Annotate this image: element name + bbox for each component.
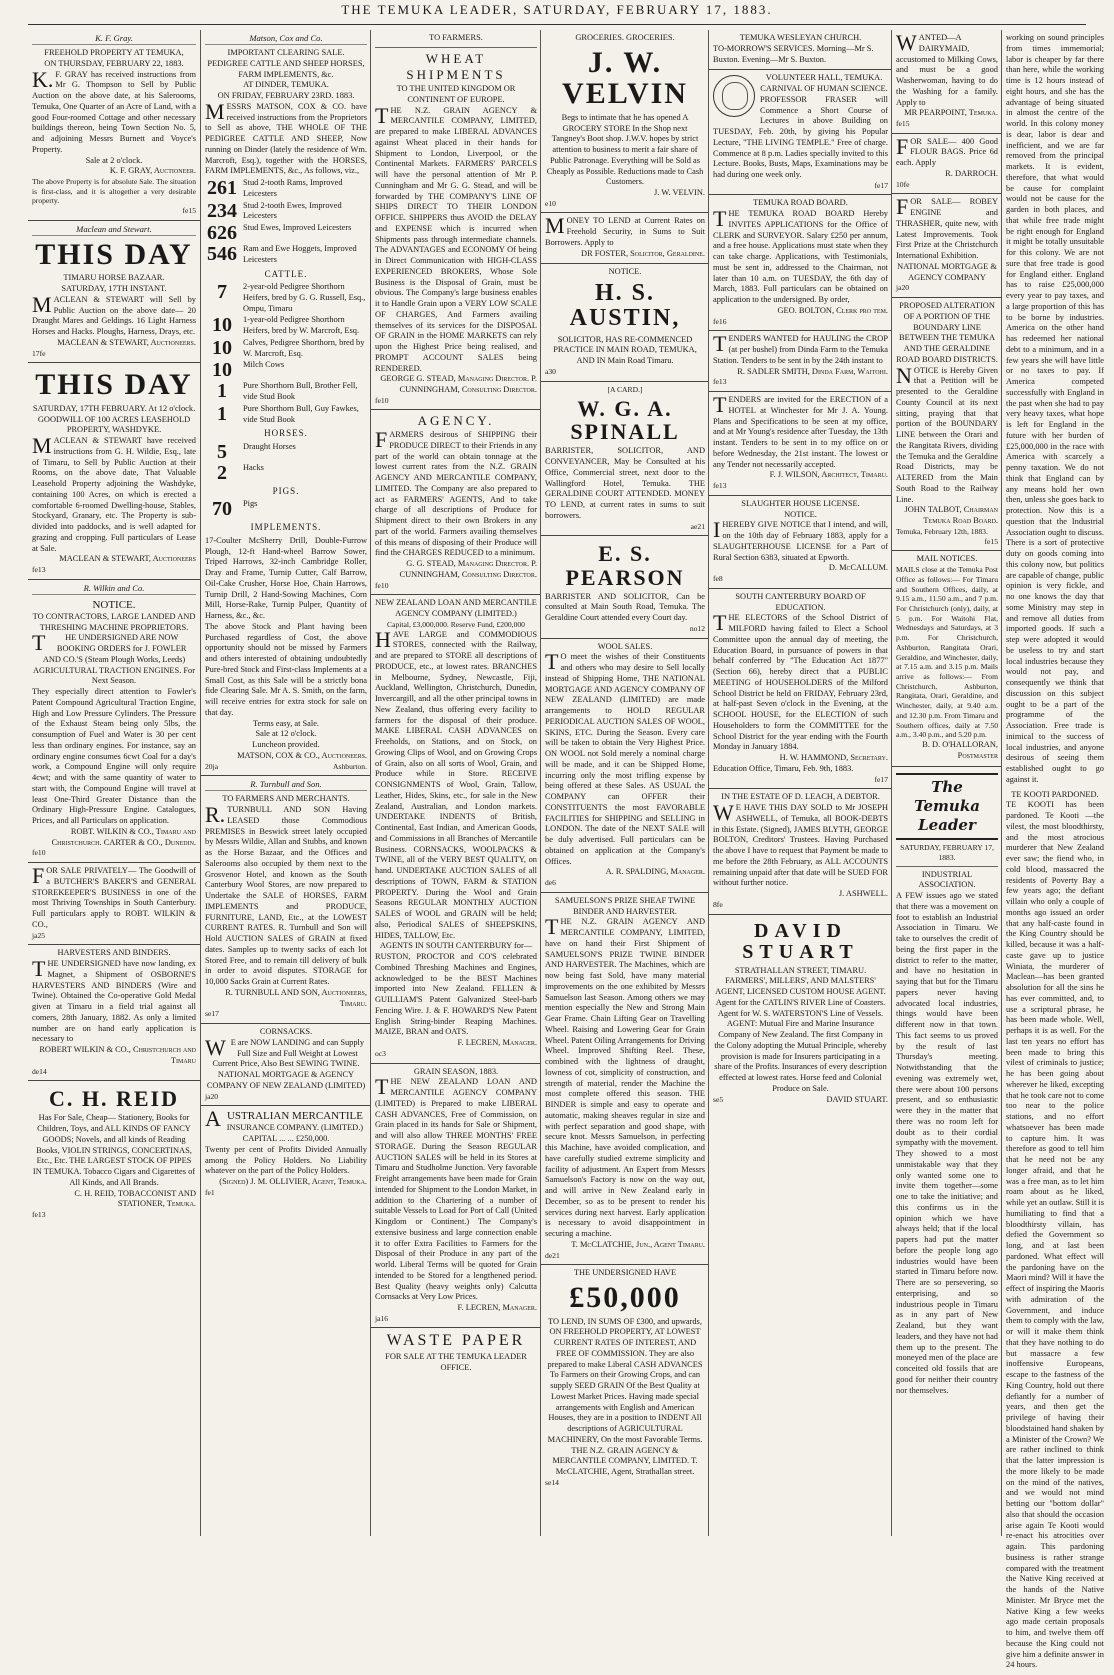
ad-ch-reid bbox=[28, 1081, 200, 1224]
ad-big-title: H. S. AUSTIN, bbox=[569, 280, 681, 332]
ad-big-title: THIS DAY bbox=[35, 368, 193, 402]
ad-body: FARMERS desirous of SHIPPING their PRODUCE DIRECT to their Friends in any part of the world can obtain tonnage at the lowest current rates from the N.Z. GRAIN AGENCY AND MERCANTILE COMPANY, LIMITED. The Company are also prepared to act as FARMERS' AGENTS, And to take charge of all descriptions of Produce for Shipment direct to their own Brokers in any part of the world. Farmers availing themselves of this means of disposing of their Produce will find the CHARGES REDUCED to a minimum. bbox=[375, 427, 537, 558]
ad-header: Maclean and Stewart. bbox=[32, 224, 196, 236]
ad-signature: MACLEAN & STEWART, Auctioneers. bbox=[57, 337, 196, 347]
ad-ref: 8fe bbox=[713, 899, 723, 909]
ad-signature: R. DARROCH. bbox=[945, 168, 998, 178]
ad-body: MACLEAN & STEWART will Sell by Public Auction on the above date— 20 Draught Mares and Geldings. 16 Light Harness Horses and Hacks. Ploughs, Harness, Drays, etc. bbox=[32, 291, 196, 337]
ad-ref: fe8 bbox=[713, 574, 723, 584]
ad-subtitle: CARNIVAL OF HUMAN SCIENCE. bbox=[760, 84, 888, 93]
ad-signature: NATIONAL MORTGAGE & AGENCY COMPANY OF NEW ZEALAND (LIMITED) bbox=[206, 1070, 366, 1090]
column-7 bbox=[1001, 30, 1108, 1670]
ad-signature: F. LECREN, Manager. bbox=[457, 1303, 537, 1312]
ad-ref: se17 bbox=[205, 1009, 219, 1019]
ad-body: NOTICE is Hereby Given that a Petition will be presented to the Geraldine County Council at its next sitting, praying that that portion of the BOUNDARY LINE between the Orari and the Rangitata Rivers, dividing the Temuka and the Geraldine Road Districts, may be ALTERED from the Main South Road to the Railway Line. bbox=[896, 362, 998, 504]
ad-dairymaid bbox=[892, 30, 1002, 134]
ad-signature: A. R. SPALDING, Manager. bbox=[605, 867, 705, 877]
ad-david-stuart bbox=[709, 915, 892, 1110]
ad-title: GOODWILL OF 100 ACRES LEASEHOLD PROPERTY, WASHDYKE. bbox=[37, 414, 191, 435]
lot-quantity: 546 bbox=[207, 243, 237, 265]
ad-notice: NOTICE. bbox=[784, 509, 817, 519]
ad-nz-loan bbox=[371, 595, 541, 1063]
lot-description: Pure Shorthorn Bull, Guy Fawkes, vide Stud Book bbox=[243, 403, 359, 424]
ad-title: WOOL SALES. bbox=[597, 641, 653, 651]
ad-title: CORNSACKS. bbox=[259, 1027, 313, 1036]
ad-header: K. F. Gray. bbox=[32, 33, 196, 45]
ad-big-title: J. W. VELVIN bbox=[562, 45, 688, 111]
ad-signature: MACLEAN & STEWART, Auctioneers bbox=[59, 554, 196, 564]
ad-hotel-tenders bbox=[709, 392, 892, 496]
ad-body: PROFESSOR FRASER will Commence a Short Course of Lectures in above Building on TUESDAY, Feb. 20th, by giving his Popular Lecture, "THE LIVING TEMPLE." Free of charge. Commence at 8 p.m. Ladies specially invited to this Lecture. Books, Busts, Maps, Examinations may be had during one week only. bbox=[713, 94, 888, 179]
ad-cornsacks bbox=[201, 1024, 371, 1106]
ad-body: FOR SALE— ROBEY ENGINE and THRASHER, quite new, with Latest Improvements. Took First Prize at the Christchurch International Exhibition. bbox=[896, 194, 998, 261]
ad-samuelson bbox=[541, 893, 709, 1265]
ad-matson-clearing bbox=[201, 30, 371, 776]
ad-body: TO meet the wishes of their Constituents and others who may desire to Sell locally instead of Shipping Home, THE NATIONAL MORTGAGE AND AGENCY COMPANY OF NEW ZEALAND (LIMITED) are made arrangements to HOLD REGULAR PERIODICAL AUCTION SALES OF WOOL, SKINS, ETC. During the Season. Every care will be taken to obtain the Very Highest Price. ON WOOL not Sold merely a nominal charge will be made, and it can be Shipped Home, incurring only the most trifling expense by being offered at these Sales. AS USUAL the COMPANY can OFFER their CONSTITUENTS the most FAVORABLE FACILITIES for SHIPPING and SELLING in LONDON. The date of the NEXT SALE will be duly advertised. Full particulars can be obtained on application at the Company's Offices. bbox=[545, 649, 705, 866]
ad-signature: ROBERT WILKIN & CO., Christchurch and Timaru bbox=[39, 1045, 196, 1065]
ad-signature: C. H. REID, TOBACCONIST AND STATIONER, Temuka. bbox=[74, 1188, 196, 1209]
lot-quantity: 261 bbox=[207, 177, 237, 199]
ad-ref: ja20 bbox=[896, 283, 910, 293]
ad-body: BARRISTER, SOLICITOR, AND CONVEYANCER, May be Consulted at his Office, Commercial street, next door to the Wallingford Hotel, Temuka. THE GERALDINE COURT ATTENDED. MONEY TO LEND, at current rates in sums to suit borrowers. bbox=[545, 446, 705, 520]
ad-body: THE N.Z. GRAIN AGENCY AND MERCANTILE COMPANY, LIMITED, have on hand their First Shipment of SAMUELSON'S PRIZE TWINE BINDER AND HARVESTER. The Machines, which are now being fast Sold, have many material improvements on the one exhibited by Messrs Samuelson last Season. Among others we may mention especially the New and Strong Main Gear Frame. Chain Lifting Gear on Travelling Wheel. Raising and Lowering Gear for Grain Wheel. Patent Oiling Arrangements for Driving Wheel. Improved Shifting Reel. These, combined with the lightness of draught, lowness of cot, simplicity of construction, and strength of material, render the Machine the most complete offered this season. THE BINDER is simple and easy to operate and automatic, making sheaves regular in size and with perfect separation and good shape, with secure knot. Messrs Samuelson, in perfecting this Machine, have avoided complication, and have carefully studied extreme simplicity and facility of adjustment. An Expert from Messrs Samuelson's Factory is now on the way out, and will arrive in New Zealand early in December, so as to be present to render his services during next harvest. Early application is necessary to avoid disappointment in securing a machine. bbox=[545, 914, 705, 1239]
ad-body: FOR SALE PRIVATELY— The Goodwill of a BUTCHER'S BAKER'S and GENERAL STOREKEEPER'S BUSINESS in one of the most Thriving Townships in South Canterbury. Full particulars apply to ROBT. WILKIN & CO., bbox=[32, 863, 196, 929]
lot-list-horses bbox=[205, 442, 367, 483]
ad-footer-row bbox=[713, 1095, 888, 1106]
ad-signature: GEORGE G. STEAD, Managing Director. P. CUNNINGHAM, Consulting Director. bbox=[380, 374, 537, 394]
ad-big-title: £50,000 bbox=[569, 1281, 681, 1315]
ad-ref: de6 bbox=[545, 878, 556, 888]
divider bbox=[896, 866, 998, 867]
lot-description: Calves, Pedigree Shorthorn, bred by W. Marcroft, Esq. bbox=[243, 337, 365, 358]
ad-body: FOR SALE— 400 Good FLOUR BAGS. Price 6d each. Apply bbox=[896, 133, 998, 168]
ad-ref: fe17 bbox=[874, 180, 888, 190]
ad-pearson bbox=[541, 536, 709, 638]
ad-signature: D. McCALLUM. bbox=[828, 563, 888, 573]
ad-footnote: The above Property is for absolute Sale. The situation is first-class, and it is altogether a very desirable property. bbox=[32, 177, 196, 206]
ad-title: TO CONTRACTORS, LARGE LANDED AND THRESHING MACHINE PROPRIETORS. bbox=[32, 611, 196, 632]
ad-signature: B. D. O'HALLORAN, Postmaster bbox=[922, 740, 998, 760]
ad-slaughter-house bbox=[709, 496, 892, 589]
ad-ref: se5 bbox=[713, 1094, 724, 1104]
ad-ref: fe13 bbox=[713, 481, 727, 491]
ad-header: R. Turnbull and Son. bbox=[205, 779, 367, 791]
ad-ref: fe10 bbox=[375, 395, 389, 405]
ad-robey-engine bbox=[892, 194, 1002, 298]
ad-big-title: C. H. REID bbox=[48, 1086, 179, 1112]
ad-ref: a30 bbox=[545, 366, 556, 376]
lot-quantity: 626 bbox=[207, 222, 237, 244]
lot-row bbox=[205, 499, 367, 519]
lot-quantity: 1 bbox=[217, 402, 227, 425]
lot-quantity: 2 bbox=[217, 461, 227, 484]
ad-austin bbox=[541, 264, 709, 381]
ad-date: SATURDAY, 17TH INSTANT. bbox=[61, 284, 167, 294]
ad-harvesters bbox=[28, 945, 200, 1081]
lot-list-sheep bbox=[205, 178, 367, 266]
lot-description: Ram and Ewe Hoggets, Improved Leicesters bbox=[243, 244, 357, 264]
ad-ref-place: Ashburton. bbox=[333, 761, 367, 771]
ad-body: MONEY TO LEND at Current Rates on Freehold Security, in Sums to Suit Borrowers. Apply to bbox=[545, 213, 705, 247]
lot-row bbox=[205, 442, 367, 462]
ad-body: THE UNDERSIGNED ARE NOW BOOKING ORDERS for J. FOWLER AND CO.'S (Steam Plough Works, Leeds) AGRICULTURAL TRACTION ENGINES. For Next Season. bbox=[32, 630, 196, 686]
ad-body: HAVE LARGE and COMMODIOUS STORES, connected with the Railway, and are prepared to STORE all descriptions of PRODUCE, etc., at lowest rates. BRANCHES in Melbourne, Sydney, Newcastle, Fiji, Auckland, Wellington, Christchurch, Dunedin, Invercargill, and all the other principal towns in New Zealand, thus offering every facility to farmers for the disposal of their produce. MAKE LIBERAL CASH ADVANCES on Freeholds, on Stations, and on Stock, on Growing Clips of Wool, and on Growing Crops of Grain, also on all sorts of Wool, Grain, and Produce while in Store. RECEIVE CONSIGNMENTS of Wool, Grain, Tallow, Leather, Hides, Skins, etc., for sale in the New Zealand, Australian, and London markets. UNDERTAKE INDENTS of British, Continental, East Indian, and American Goods, and Commissions in all Branches of Mercantile Business. CORNSACKS, WOOLPACKS & TWINE, all of the VERY BEST QUALITY, on hand. UNDERTAKE AUCTION SALES of all descriptions of TOWN, FARM & STATION PROPERTY. During the Wool and Grain Seasons REGULAR MONTHLY AUCTION SALES of WOOL and GRAIN will be held; also, Periodical SALES of SHEEPSKINS, HIDES, TALLOW, Etc. bbox=[375, 626, 537, 940]
lot-description: Pure Shorthorn Bull, Brother Fell, vide Stud Book bbox=[243, 381, 358, 402]
column-1 bbox=[28, 30, 200, 1536]
ad-body: THE UNDERSIGNED have now landing, ex Magnet, a Shipment of OSBORNE'S HARVESTERS AND BINDERS (Wire and Twine). Obtained the Co-operative Gold Medal given at Timaru in a field trial against all comers, 28th January, 1882. As only a limited number are on hand early application is necessary to bbox=[32, 956, 196, 1044]
ad-signature: ROBT. WILKIN & CO., Timaru and Christchurch. CARTER & CO., Dunedin. bbox=[51, 826, 196, 847]
ad-waste-paper bbox=[371, 1328, 541, 1377]
ad-wheat-shipments bbox=[371, 30, 541, 410]
ad-body: THE N.Z. GRAIN AGENCY & MERCANTILE COMPANY, LIMITED, are prepared to make LIBERAL ADVANCES against Wheat placed in their hands for Shipment to London, Liverpool, or the Continental Markets. FARMERS' PARCELS will have the personal attention of Mr P. Cunningham and Mr G. G. Stead, and will be forwarded by THE COMPANY'S LINE OF SHIPS DIRECT TO THEIR LONDON OFFICE. SHIPPERS thus AVOID the DELAY and EXPENSE which is incurred when Shipments pass through intermediate channels. The ADVANTAGES and ECONOMY Of being in Direct Communication with HIGH-CLASS EXPERIENCED BROKERS, Whose Sole Business is the Disposal of Grain, must be obvious. The Company's large business enables it to Handle Grain upon a VERY LOW SCALE OF CHARGES, And Farmers availing themselves of its services for the DISPOSAL OF GRAIN in the HOME MARKETS can rely upon the Highest Price being realised, and PROMPT ACCOUNT SALES being RENDERED. bbox=[375, 102, 537, 373]
ad-card: [A CARD.] bbox=[607, 384, 643, 394]
ad-body: R.TURNBULL AND SON Having LEASED those Commodious PREMISES in Beswick street lately occupied by Messrs Wildie, Allan and Stubbs, and known as the Horse Bazaar, and the Offices and Salerooms also occupied by them next to the Grosvenor Hotel, and known as the South Canterbury Wool Stores, are now prepared to Undertake the SALE of HORSES, FARM IMPLEMENTS and PRODUCE, FURNITURE, LAND, Etc., at the LOWEST CURRENT RATES. R. Turnbull and Son will Hold AUCTION SALES of GRAIN at fixed dates. Samples up to twenty sacks of each lot Stored Free, and to remain till delivery of bulk in order to avoid disputes. STORAGE for 10,000 Sacks Grain at Current Rates. bbox=[205, 802, 367, 987]
ad-subtitle: TO THE UNITED KINGDOM OR CONTINENT OF EUROPE. bbox=[396, 84, 516, 104]
ad-body: Begs to intimate that he has opened A GROCERY STORE In the Shop next Tangney's Boot shop. J.W.V. hopes by strict attention to business to merit a fair share of Public Patronage. Everything will be Sold as Cheaply as Possible. Reductions made to Cash Customers. bbox=[546, 112, 704, 187]
ad-signature: DR FOSTER, Solicitor, Geraldine. bbox=[581, 248, 705, 258]
ad-signature: JOHN TALBOT, Chairman Temuka Road Board. bbox=[904, 505, 998, 526]
ad-body: BARRISTER AND SOLICITOR, Can be consulted at Main South Road, Temuka. The Geraldine Court attended every Court day. bbox=[545, 591, 705, 623]
lot-row bbox=[205, 463, 367, 483]
article-title: TE KOOTI PARDONED. bbox=[1011, 789, 1099, 799]
lot-description: 2-year-old Pedigree Shorthorn Heifers, bred by G. G. Russell, Esq., Ompu, Timaru bbox=[243, 282, 366, 313]
ad-body-2: RUSTON, PROCTOR and CO'S celebrated Combined Threshing Machines and Engines, acknowledged to be the BEST Machines imported into New Zealand. FELLEN & GUILLIAM'S Patent Galvanized Steel-barb Fencing Wire. J. & F. HOWARD'S New Patent English String-binder Reaping Machines. MAIZE, BRAN and OATS. bbox=[375, 952, 537, 1037]
ad-big-title: W. G. A. SPINALL bbox=[570, 396, 680, 445]
ad-ref: fe10 bbox=[375, 580, 389, 590]
ad-terms: Terms easy, at Sale. bbox=[252, 718, 320, 728]
column-6 bbox=[891, 30, 1002, 1536]
ad-title: SAMUELSON'S PRIZE SHEAF TWINE BINDER AND HARVESTER. bbox=[554, 895, 696, 916]
lot-row bbox=[205, 244, 367, 266]
ad-body: THE NEW ZEALAND LOAN AND MERCANTILE AGENCY COMPANY (LIMITED) is Prepared to make LIBERAL CASH ADVANCES, Free of Commission, on Grain placed in its hands for Sale or Shipment, and will also allow THREE MONTHS' FREE STORAGE. During the Season REGULAR AUCTION SALES will be held in its Stores at Timaru and Studholme Junction. Very favorable Freight arrangements have been made for Grain intended for Shipment to the London Market, in addition to the Chartering of a number of suitable Vessels to Load for Port of Call (United Kingdom or Continent.) The Company's extensive business and large connection enable it to offer Extra Facilities to Farmers for the Disposal of their Produce in any part of the world. Liberal Terms will be quoted for Grain intended to be Stored for a lengthened period. Best Quality (heavy weights only) Calcutta Cornsacks at Very Low Prices. bbox=[375, 1074, 537, 1302]
ad-body: FARMERS', MILLERS', AND MALSTERS' AGENT, LICENSED CUSTOM HOUSE AGENT. Agent for the CATLIN'S RIVER Line of Coasters. Agent for W. S. WATERSTON'S Line of Vessels. AGENT: Mutual Fire and Marine Insurance Company of New Zealand. The first Company in the Colony adopting the Mutual Principle, whereby provision is made for Insurers participating in a share of the Profits. Insurances of every description effected at lowest rates. Horse feed and Colonial Produce on Sale. bbox=[714, 976, 887, 1093]
ad-signature: GEO. BOLTON, Clerk pro tem. bbox=[777, 305, 888, 315]
ad-title: IMPORTANT CLEARING SALE. bbox=[227, 48, 345, 57]
ad-notice: NOTICE. bbox=[92, 598, 136, 611]
ad-title: MAIL NOTICES. bbox=[916, 554, 978, 564]
ad-ref: fe1 bbox=[205, 1187, 215, 1197]
lot-description: Stud Ewes, Improved Leicesters bbox=[243, 223, 352, 232]
lot-description: Hacks bbox=[243, 462, 264, 472]
ad-header: R. Wilkin and Co. bbox=[32, 583, 196, 595]
ad-ref-row bbox=[205, 762, 367, 772]
ad-aspinall bbox=[541, 382, 709, 537]
ad-volunteer-hall bbox=[709, 70, 892, 195]
ad-body: THE TEMUKA ROAD BOARD Hereby INVITES APPLICATIONS for the Office of CLERK and SURVEYOR. Salary £250 per annum, and a free house. Applications must state when they can take charge. Applications, with Testimonials, must be sent in, addressed to the Chairman, not later than 10 a.m. on TUESDAY, the 6th day of March, 1883. Full particulars can be obtained on application to the undersigned. By order, bbox=[713, 206, 888, 305]
ad-signature: J. W. VELVIN. bbox=[654, 188, 705, 197]
ad-signature: R. TURNBULL AND SON, Auctioneers, Timaru. bbox=[225, 987, 367, 1008]
ad-loan-50000 bbox=[541, 1265, 709, 1491]
column-2 bbox=[200, 30, 371, 1536]
ad-ref: 17fe bbox=[32, 348, 46, 358]
ad-header: GROCERIES. GROCERIES. bbox=[575, 33, 675, 42]
ad-ref: de21 bbox=[545, 1250, 560, 1260]
lot-description: Milch Cows bbox=[243, 360, 285, 370]
ad-sale-time: Sale at 12 o'clock. bbox=[255, 729, 317, 739]
ad-boundary-alteration bbox=[892, 298, 1002, 551]
lot-description: Pigs bbox=[243, 499, 258, 509]
lot-list-pigs bbox=[205, 499, 367, 519]
ad-ref: no12 bbox=[689, 623, 705, 633]
ad-grain-season bbox=[371, 1064, 541, 1329]
lot-quantity: 7 bbox=[217, 281, 227, 304]
ad-ref: fe13 bbox=[32, 1210, 46, 1220]
ad-ref: oc3 bbox=[375, 1048, 386, 1058]
lot-description: Draught Horses bbox=[243, 441, 296, 451]
ad-body: Twenty per cent of Profits Divided Annually among the Policy Holders. No Liability whatever on the part of the Policy Holders. bbox=[205, 1144, 367, 1176]
ad-date: SATURDAY, 17TH FEBRUARY. At 12 o'clock. bbox=[32, 403, 196, 413]
ad-header: Matson, Cox and Co. bbox=[205, 33, 367, 45]
ad-body: IHEREBY GIVE NOTICE that I intend, and will, on the 10th day of February 1883, apply for a SLAUGHTERHOUSE LICENSE for a Part of Rural Section 6383, situated at Epworth. bbox=[713, 517, 888, 562]
article-title: INDUSTRIAL ASSOCIATION. bbox=[918, 869, 976, 890]
editorial-section bbox=[892, 767, 1002, 1401]
phrenology-head-illustration bbox=[713, 75, 755, 117]
ad-title: AUSTRALIAN MERCANTILE bbox=[205, 1106, 363, 1132]
article-body: A FEW issues ago we stated that there was a movement on foot to establish an Industrial Association in Timaru. We take to ourselves the credit of being the first paper in the district to refer to the matter, and have no hesitation in saying that but for the Timaru papers never having advocated local industries, things would have been different now in that town. This fact seems to us proved by the result of last Thursday's meeting. Notwithstanding that the evening was extremely wet, there were about 100 persons present, and so enthusiastic were they in the matter that there was no room left for doubt as to their cordial sympathy with the movement. They showed to a most unmistakable way that they only wanted some one to invite them together—some one to take the initiative; and this confirms us in the opinion which we have always held; that if the local papers had put the matter before the people long ago industries would have been started in Timaru before now. There are so persevering, so enterprising, and so industrious people in Timaru as in any part of New Zealand, but they want leaders, and they have not had them up to the present. The moneyed men of the place are conceited old fossils that are good for neither their country nor themselves. bbox=[896, 891, 998, 1395]
paper-date: SATURDAY, FEBRUARY 17, 1883. bbox=[900, 843, 994, 862]
ad-wesleyan bbox=[709, 30, 892, 70]
ad-ref: fe13 bbox=[713, 377, 727, 387]
ad-signature: K. F. GRAY, Auctioneer. bbox=[109, 166, 196, 176]
section-title: IMPLEMENTS. bbox=[250, 522, 322, 533]
ad-flour-bags bbox=[892, 134, 1002, 195]
section-title: CATTLE. bbox=[264, 268, 308, 279]
lot-row bbox=[205, 315, 367, 337]
ad-signature: F. LECREN, Manager. bbox=[457, 1038, 537, 1048]
ad-ref: 10fe bbox=[896, 179, 910, 189]
ad-signature: G. G. STEAD, Managing Director. P. CUNNINGHAM, Consulting Director. bbox=[399, 559, 537, 579]
ad-signature: H. W. HAMMOND, Secretary. bbox=[779, 753, 888, 763]
ad-sale-time: Sale at 2 o'clock. bbox=[85, 155, 143, 165]
ad-body: WE HAVE THIS DAY SOLD to Mr JOSEPH ASHWELL, of Temuka, all BOOK-DEBTS in this Estate. (Signed), JAMES BLYTH, GEORGE BOLTON, Creditors' Trustees. Having Purchased the above I have to request that Payment be made to me before the 28th February, as ALL ACCOUNTS remaining unpaid after that date will be SUED FOR without further notice. bbox=[713, 800, 888, 888]
ad-subtitle: TIMARU HORSE BAZAAR. bbox=[63, 273, 165, 283]
ad-title: GRAIN SEASON, 1883. bbox=[413, 1066, 499, 1076]
ad-body: WANTED—A DAIRYMAID, accustomed to Milking Cows, and must be a good Washerwoman, having to do the Washing for a family. Apply to bbox=[896, 30, 998, 107]
lot-quantity: 10 bbox=[212, 336, 232, 359]
implements-list: 17-Coulter McSherry Drill, Double-Furrow Plough, 12-ft Hand-wheel Barrow Sower, Triped Harrows, 32-inch Cambridge Roller, Dray and Frame, Turnip Cutter, Calf Barrow, Oil-Cake Crusher, Horse Hoe, Chain Harrows, Turnip Drill, 2 Hand-Sowing Machines, Corn Mill, Horse-Rake, Turnip Pulper, Quantity of Harness, &c., &c. bbox=[205, 535, 367, 621]
ad-body: MESSRS MATSON, COX & CO. have received instructions from the Proprietors to Sell as above, THE WHOLE OF THE PEDIGREE CATTLE AND SHEEP, Now running on Dinder (lately the residence of Wm. Marcroft, Esq.), together with the HORSES, FARM IMPLEMENTS, &c., As follows, viz., bbox=[205, 98, 367, 176]
column-4 bbox=[540, 30, 709, 1536]
lot-row bbox=[205, 201, 367, 223]
ad-header: TO FARMERS. bbox=[429, 33, 483, 42]
ad-signature: (Signed) J. M. OLLIVIER, Agent, Temuka. bbox=[219, 1177, 367, 1187]
ad-ref: fe15 bbox=[896, 119, 910, 128]
ad-signature: F. J. WILSON, Architect, Timaru. bbox=[769, 470, 888, 480]
ad-ref: ja25 bbox=[32, 930, 46, 940]
ad-ref: e10 bbox=[545, 198, 556, 208]
ad-signature: THE N.Z. GRAIN AGENCY & MERCANTILE COMPANY, LIMITED. T. McCLATCHIE, Agent, Strathallan street. bbox=[552, 1445, 698, 1477]
ad-notice: NOTICE. bbox=[608, 267, 642, 277]
lot-quantity: 10 bbox=[212, 314, 232, 337]
ad-big-title: DAVID STUART bbox=[742, 919, 859, 963]
ad-ref: de14 bbox=[32, 1066, 47, 1076]
ad-title: FREEHOLD PROPERTY AT TEMUKA, bbox=[44, 48, 184, 57]
column-3 bbox=[370, 30, 541, 1536]
ad-wool-sales bbox=[541, 639, 709, 893]
lot-list-cattle bbox=[205, 282, 367, 425]
editorial-continuation bbox=[1002, 30, 1108, 1675]
ad-title: TEMUKA WESLEYAN CHURCH. bbox=[739, 33, 862, 42]
ad-subtitle: AGENTS IN SOUTH CANTERBURY for— bbox=[379, 941, 533, 951]
ad-date: ON FRIDAY, FEBRUARY 23RD. 1883. bbox=[217, 91, 355, 100]
divider bbox=[375, 47, 537, 48]
ad-signature: T. McCLATCHIE, Jun., Agent Timaru. bbox=[571, 1239, 705, 1249]
ad-body-2: They especially direct attention to Fowler's Patent Compound Agricultural Traction Engine, High and Low Pressure Cylinders. The Pressure of the Exhaust Steam being only 5lbs, the consumption of Fuel and Water is 30 per cent less than ordinary engines. For instance, say an ordinary engine consumes 6cwt Coal for a day's work, a Compound Engine will only require 4cwt; and with the same quantity of water to start with, the Compound Engine will travel at least One-Third Greater Distance than the Ordinary High-Pressure Engine. Catalogues, Prices, and all Particulars on application. bbox=[32, 687, 196, 826]
ad-road-board bbox=[709, 195, 892, 331]
masthead-rule bbox=[28, 24, 1086, 25]
section-title: PIGS. bbox=[272, 485, 300, 496]
ad-title: HARVESTERS AND BINDERS. bbox=[57, 948, 171, 958]
ad-title: SLAUGHTER HOUSE LICENSE. bbox=[741, 498, 860, 508]
ad-mail-notices bbox=[892, 551, 1002, 766]
ad-body: THE ELECTORS of the School District of MILFORD having failed to Elect a School Committee upon the annual day of meeting, the Education Board, in pursuance of powers in that behalf conferred by "The Education Act 1877" (Section 66), hereby direct that a PUBLIC MEETING of HOUSEHOLDERS of the Milford School District be held on FRIDAY, February 23rd, at half-past Seven o'clock in the Evening, at the SCHOOL HOUSE, for the ELECTION of such Householders to form the COMMITTEE for the School District for the year ending with the Fourth Monday in January 1884. bbox=[713, 610, 888, 752]
lot-row bbox=[205, 381, 367, 403]
ad-ref: fe10 bbox=[32, 848, 46, 858]
ad-ref: ja16 bbox=[375, 1313, 389, 1323]
ad-title: TEMUKA ROAD BOARD. bbox=[753, 198, 848, 208]
ad-leach-estate bbox=[709, 789, 892, 914]
ad-butcher-sale bbox=[28, 863, 200, 945]
ad-ref: fe15 bbox=[182, 206, 196, 216]
ad-money-foster bbox=[541, 213, 709, 264]
ad-body: TENDERS WANTED for HAULING the CROP (at per bushel) from Dinda Farm to the Temuka Station. Tenders to be sent in by the 24th instant to bbox=[713, 331, 888, 365]
ad-signature: MR PEARPOINT, Temuka. bbox=[904, 108, 998, 118]
ad-body: MACLEAN & STEWART have received instructions from G. H. Wildie, Esq., late of Timaru, to Sell by Public Auction at their Rooms, on the above date, That Valuable Leasehold Property adjoining the Washdyke, containing 100 Acres, on which is erected a comfortable 6-roomed Dwelling-house, Stables, Stockyard, Granary, etc. The Property is sub-divided into paddocks, and is well adapted for grazing and cropping. Full particulars of Lease at Sale. bbox=[32, 433, 196, 553]
ad-capital: CAPITAL ... ... £250,000. bbox=[242, 1134, 330, 1144]
article-body-continued: working on sound principles from times immemorial; labor is cheaper by far there than here, while the working time is 12 hours instead of eight hours, and she has the advantage of being situated in almost the centre of the world. In this colony money is dear, labor is dear and inefficient, and we are far removed from the principal markets. It is evident, therefore, that what would be cause for complaint would not be cause for the garden in both places, and that while free trade might be right enough for England it might be totally unsuitable for this colony. We are not sure that free trade is good for England either. England has to raise £25,000,000 every year to pay taxes, and a large proportion of this has to be borne by industries. America on the other hand has redeemed her national debt to a minimum, and in a few years she will have little or no taxes to pay. If America competed successfully with England in the past when she had to pay very heavy taxes, what hope is left for England in the future with her burden of £25,000,000 in the race with America with scarcely a penny taxation. We do not think that England can by any means hold her own then, unless she goes back to protection. Now this is a question that the Industrial Association ought to discuss. There is a sort of protective duty on goods coming into this colony now, but politics are capable of change, public opinion is very fickle, and no one knows the day that some Ministry may step in and remove all duties from imported goods. If such a step were adopted it would be useless to try and start local industries because they would not pay, and consequently we think that discussion on this subject ought to be a part of the programme of the Association. Free trade is inimical to the success of local industries, and anyone desirous of seeing them established ought to go against it. bbox=[1006, 33, 1104, 784]
lot-quantity: 10 bbox=[212, 359, 232, 382]
ad-title: AGENCY. bbox=[417, 413, 495, 429]
ad-gray-freehold bbox=[28, 30, 200, 221]
ad-signature: MATSON, COX & CO., Auctioneers. bbox=[237, 750, 367, 760]
ad-body: SOLICITOR, HAS RE-COMMENCED PRACTICE IN MAIN ROAD, TEMUKA, AND IN Main Road Timaru. bbox=[553, 334, 697, 366]
ad-address: STRATHALLAN STREET, TIMARU. bbox=[734, 965, 867, 975]
ad-body: K.F. GRAY has received instructions from Mr G. Thompson to Sell by Public Auction on the above date, at his Salerooms, Temuka, One Quarter of an Acre of Land, with a good Four-roomed Cottage and other necessary buildings thereon, being Town Section No. 5, and adjoining Messrs Burnett and Voyce's Property. bbox=[32, 66, 196, 154]
ad-office: Education Office, Timaru, Feb. 9th, 1883. bbox=[713, 763, 854, 773]
ad-ref: fe13 bbox=[32, 565, 46, 575]
ad-header: THE UNDERSIGNED HAVE bbox=[573, 1268, 677, 1278]
ad-ref: se14 bbox=[545, 1477, 559, 1487]
lot-description: Stud 2-tooth Rams, Improved Leicesters bbox=[243, 178, 343, 198]
ad-title: VOLUNTEER HALL, TEMUKA. bbox=[765, 73, 883, 83]
lot-quantity: 234 bbox=[207, 199, 237, 222]
ad-ref: fe15 bbox=[984, 536, 998, 546]
ad-hauling-tenders bbox=[709, 331, 892, 392]
ad-body-2: The above Stock and Plant having been Purchased regardless of Cost, the above opportunity should not be missed by Farmers and others interested of obtaining undoubtedly Pure-bred Stock and First-class Implements at a Small Cost, as this Sale will be a strictly bona fide Clearing Sale. Mr A. S. Smith, on the farm, will receive entries for extra stock for sale on that day. bbox=[205, 621, 367, 717]
column-5 bbox=[708, 30, 892, 1536]
lot-row bbox=[205, 178, 367, 200]
lot-row bbox=[205, 282, 367, 314]
section-title: HORSES. bbox=[264, 428, 308, 439]
ad-signature: DAVID STUART. bbox=[826, 1094, 888, 1104]
ad-board-of-education bbox=[709, 589, 892, 789]
ad-ref: fe17 bbox=[874, 774, 888, 784]
ad-ref: fe16 bbox=[713, 316, 727, 326]
ad-body: TO-MORROW'S SERVICES. Morning—Mr S. Buxton. Evening—Mr S. Buxton. bbox=[713, 43, 874, 64]
ad-date: ON THURSDAY, FEBRUARY 22, 1883. bbox=[44, 58, 184, 68]
ad-subtitle: PEDIGREE CATTLE AND SHEEP HORSES, FARM IMPLEMENTS, &c. bbox=[207, 58, 365, 79]
ad-title: TO FARMERS AND MERCHANTS. bbox=[222, 794, 350, 804]
ad-wilkin-traction bbox=[28, 580, 200, 863]
ad-body: TENDERS are invited for the ERECTION of a HOTEL at Winchester for Mr J. A. Young. Plans and Specifications to be seen at my office, and at Mr Young's residence after Tuesday, the 13th instant. Tenders to be sent in to my office on or before Wednesday, the 21st instant. The lowest or any Tender not necessarily accepted. bbox=[713, 392, 888, 469]
ad-title: NEW ZEALAND LOAN AND MERCANTILE AGENCY COMPANY (LIMITED.) bbox=[375, 598, 537, 619]
ad-body: TO LEND, IN SUMS OF £300, and upwards, ON FREEHOLD PROPERTY, AT LOWEST CURRENT RATES OF INTEREST, AND FREE OF COMMISSION. They are also prepared to make Liberal CASH ADVANCES To Farmers on their Growing Crops, and can supply SEED GRAIN Of the Best Quality at Lowest Market Prices. Having made special arrangements with English and American Houses, they are in a position to INDENT All descriptions of AGRICULTURAL MACHINERY, On the most Favorable Terms. bbox=[547, 1316, 703, 1444]
ad-turnbull bbox=[201, 776, 371, 1024]
ad-capital: Capital, £3,000,000. Reserve Fund, £200,000 bbox=[387, 619, 525, 629]
lot-description: Stud 2-tooth Ewes, Improved Leicesters bbox=[243, 200, 342, 221]
lot-quantity: 70 bbox=[212, 498, 232, 521]
lot-row bbox=[205, 338, 367, 360]
lot-quantity: 5 bbox=[217, 440, 227, 463]
ad-signature: NATIONAL MORTGAGE & AGENCY COMPANY bbox=[897, 261, 997, 282]
ad-title: WHEAT SHIPMENTS bbox=[406, 50, 506, 83]
lot-row bbox=[205, 360, 367, 380]
ad-title: WASTE PAPER bbox=[386, 1332, 526, 1350]
ad-subtitle: INSURANCE COMPANY. (LIMITED.) bbox=[226, 1123, 364, 1133]
lot-quantity: 1 bbox=[217, 380, 227, 403]
ad-maclean-horse-bazaar bbox=[28, 221, 200, 363]
lot-row bbox=[205, 404, 367, 426]
lot-row bbox=[205, 223, 367, 243]
ad-body: MAILS close at the Temuka Post Office as follows:— For Timaru and Southern Offices, daily, at 9.15 a.m., 11.50 a.m., and 7 p.m. For Christchurch (only), daily, at 5 p.m. For Waitohi Flat, Wednesdays and Saturdays, at 3 p.m. For Christchurch, Ashburton, Rangitata Orari, Geraldine, and Winchester, daily, at 7.15 a.m. and 3.15 p.m. Mails arrive as follows:— From Christchurch, Ashburton, Rangitata, Orari, Geraldine, and Winchester, daily, at 9.40 a.m. and 12.30 p.m. From Timaru and Southern offices, daily at 7.50 a.m., 3.40 p.m., and 5.20 p.m. bbox=[896, 565, 998, 740]
ad-velvin bbox=[541, 30, 709, 213]
ad-location: AT DINDER, TEMUKA. bbox=[243, 80, 329, 90]
ad-big-title: THIS DAY bbox=[35, 237, 193, 271]
paper-nameplate: The Temuka Leader bbox=[896, 773, 998, 841]
ad-ref: 20ja bbox=[205, 761, 219, 771]
ad-title: SOUTH CANTERBURY BOARD OF EDUCATION. bbox=[735, 591, 866, 612]
page-masthead: THE TEMUKA LEADER, SATURDAY, FEBRUARY 17, 1883. bbox=[341, 2, 773, 17]
ad-date: Temuka, February 12th, 1883. bbox=[896, 526, 988, 536]
ad-body: FOR SALE AT THE TEMUKA LEADER OFFICE. bbox=[385, 1351, 527, 1372]
ad-title: IN THE ESTATE OF D. LEACH, A DEBTOR. bbox=[721, 792, 880, 802]
article-body: TE KOOTI has been pardoned. Te Kooti —the vilest, the most bloodthirsty, and the most atrocious murderer that New Zealand ever saw; the fiend who, in cold blood, massacred the residents of Poverty Bay a few years ago; the defiant villain who only a couple of months ago issued an order that any half-caste found in the King Country should be killed, because it was a half-caste gave up to justice Winiata, the murderer of Maclean—has been granted absolution for all the sins he has ever committed, and, to use a scriptural phrase, he has been made whole. Well, perhaps it is as well. For the last ten years no effort has been made to bring this vilest of criminals to justice; he has been going about wherever he liked, excepting that he took care not to come too near to the police stations, and no effort whatsoever has been made to capture him. It was therefore as good to tell him that he need not be any longer afraid, and that he was a free man, as to let him roam about as he liked, while yet an outlaw. Still it is humiliating to find that a bloodthirsty villain, has defied the Government so long, and at last been pardoned. What effect will the pardoning have on the Maori mind? Will it have the effect of inspiring the Maoris with admiration of the Government, and induce them to comply with the law, or will it make them think that they have nothing to do but massacre a few inoffensive Europeans, escape to the fastness of the King Country, hold out there defiantly for a number of years, and then get the privilege of having their bloodstained hand shaken by a Minister of the Crown? We are rather inclined to think that the latter impression is the more likely to be made on the mind of the natives, and we would not mind betting our "bottom dollar" also that should the occasion arise again Te Kooti would re-enact his atrocities over again. This pardoning business is rather strange compared with the treatment the Native King received at the hands of the Native Minister. Mr Bryce met the Native King a few weeks ago made certain proposals to him, and twelve them off because the King could not give him a definite answer in 24 hours. bbox=[1006, 800, 1104, 1670]
ad-maclean-washdyke bbox=[28, 363, 200, 579]
ad-signature: R. SADLER SMITH, Dinda Farm, Waitohi. bbox=[737, 366, 888, 376]
ad-ref: ja20 bbox=[205, 1091, 219, 1101]
ad-big-title: E. S. PEARSON bbox=[565, 541, 685, 590]
ad-title: PROPOSED ALTERATION OF A PORTION OF THE BOUNDARY LINE BETWEEN THE TEMUKA AND THE GERALDINE ROAD BOARD DISTRICTS. bbox=[896, 301, 998, 364]
ad-signature: J. ASHWELL. bbox=[838, 889, 888, 899]
ad-lunch: Luncheon provided. bbox=[252, 740, 320, 750]
ad-body: WE are NOW LANDING and can Supply Full Size and Full Weight at Lowest Current Price, Also Best SEWING TWINE. bbox=[205, 1034, 365, 1069]
ad-body: Has For Sale, Cheap— Stationery, Books for Children, Toys, and ALL KINDS OF FANCY GOODS; Novels, and all kinds of Reading Books, VIOLIN STRINGS, CONCERTINAS, Etc., Etc. THE LARGEST STOCK OF PIPES IN TEMUKA. Tobacco Cigars and Cigarettes of All Kinds, and All Brands. bbox=[32, 1113, 196, 1187]
ad-ref: ae21 bbox=[690, 521, 705, 531]
lot-description: 1-year-old Pedigree Shorthorn Heifers, bred by W. Marcroft, Esq. bbox=[243, 315, 360, 336]
ad-australian-mercantile bbox=[201, 1106, 371, 1201]
ad-agency bbox=[371, 410, 541, 595]
